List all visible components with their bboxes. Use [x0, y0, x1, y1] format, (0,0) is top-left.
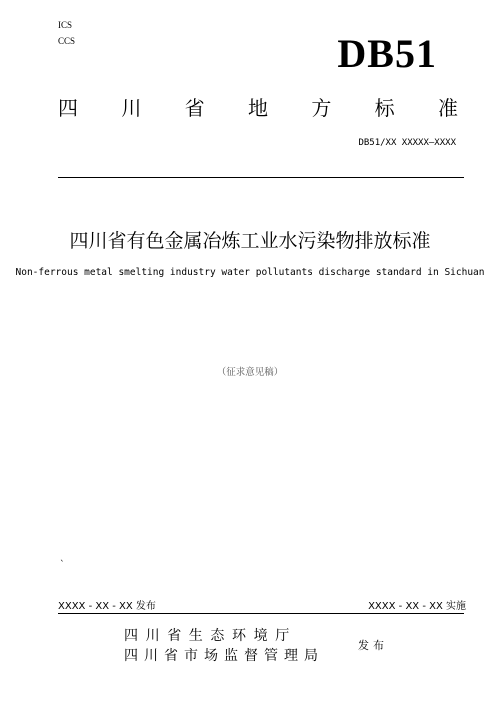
category-char: 准: [437, 96, 458, 120]
standard-code: DB51: [337, 31, 437, 76]
category-char: 标: [374, 96, 395, 120]
ccs-label: CCS: [58, 36, 76, 46]
bottom-divider: [58, 613, 464, 614]
top-divider: [58, 177, 464, 178]
standard-number: DB51/XX XXXXX—XXXX: [358, 138, 456, 148]
publish-label: 发布: [358, 639, 388, 652]
category-char: 方: [311, 96, 332, 120]
category-char: 四: [58, 96, 78, 120]
category-char: 地: [247, 96, 268, 120]
title-chinese: 四川省有色金属冶炼工业水污染物排放标准: [69, 230, 431, 252]
issue-date: XXXX - XX - XX 发布: [58, 601, 156, 612]
category-char: 川: [121, 96, 142, 120]
ics-label: ICS: [58, 20, 73, 30]
title-english: Non-ferrous metal smelting industry water pollutants discharge standard in Sichuan: [15, 267, 485, 278]
draft-note: （征求意见稿）: [216, 367, 284, 378]
issuing-authorities: [124, 626, 324, 666]
implementation-date: XXXX - XX - XX 实施: [368, 601, 466, 612]
stray-mark: `: [60, 560, 65, 570]
issuer-market-supervision-bureau: 四川省市场监督管理局: [124, 648, 324, 664]
standard-category: [58, 92, 458, 121]
issuer-ecology-department: 四川省生态环境厅: [124, 628, 297, 644]
category-char: 省: [184, 96, 205, 120]
